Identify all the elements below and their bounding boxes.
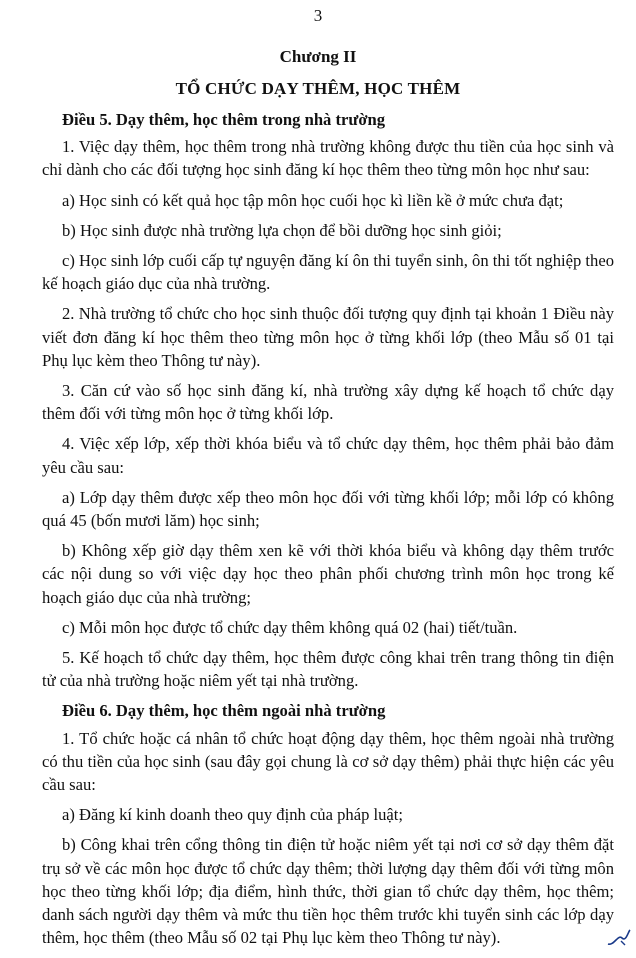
article-6 xyxy=(42,699,614,949)
article-5 xyxy=(42,108,614,692)
article-5-paragraph: 2. Nhà trường tổ chức cho học sinh thuộc đối tượng quy định tại khoản 1 Điều này viết đơn đăng kí học thêm theo từng môn học ở từng khối lớp (theo Mẫu số 01 tại Phụ lục kèm theo Thông tư này). xyxy=(42,304,614,370)
article-5-paragraph: b) Không xếp giờ dạy thêm xen kẽ với thời khóa biểu và không dạy thêm trước các nội dung so với việc dạy học theo phân phối chương trình môn học trong kế hoạch giáo dục của nhà trường; xyxy=(42,541,614,607)
document-body xyxy=(42,108,614,957)
article-5-paragraph: 3. Căn cứ vào số học sinh đăng kí, nhà trường xây dựng kế hoạch tổ chức dạy thêm đối với từng môn học ở từng khối lớp. xyxy=(42,381,614,424)
article-6-paragraph: b) Công khai trên cổng thông tin điện tử hoặc niêm yết tại nơi cơ sở dạy thêm đặt trụ sở về các môn học được tổ chức dạy thêm; thời lượng dạy thêm đối với từng môn học theo từng khối lớp; địa điểm, hình thức, thời gian tổ chức dạy thêm, học thêm; danh sách người dạy thêm và mức thu tiền học thêm trước khi tuyển sinh các lớp dạy thêm, học thêm (theo Mẫu số 02 tại Phụ lục kèm theo Thông tư này). xyxy=(42,835,614,948)
article-5-paragraph: c) Mỗi môn học được tổ chức dạy thêm không quá 02 (hai) tiết/tuần. xyxy=(62,617,518,637)
article-5-paragraph: 4. Việc xếp lớp, xếp thời khóa biểu và tổ chức dạy thêm, học thêm phải bảo đảm yêu cầu sau: xyxy=(42,434,614,477)
chapter-title: TỔ CHỨC DẠY THÊM, HỌC THÊM xyxy=(175,79,461,98)
article-5-paragraph: a) Lớp dạy thêm được xếp theo môn học đối với từng khối lớp; mỗi lớp có không quá 45 (bốn mươi lăm) học sinh; xyxy=(42,487,614,531)
chapter-label: Chương II xyxy=(279,47,357,66)
article-5-paragraph: a) Học sinh có kết quả học tập môn học cuối học kì liền kề ở mức chưa đạt; xyxy=(62,190,564,210)
article-5-heading: Điều 5. Dạy thêm, học thêm trong nhà trường xyxy=(62,110,386,129)
article-5-paragraph: c) Học sinh lớp cuối cấp tự nguyện đăng kí ôn thi tuyển sinh, ôn thi tốt nghiệp theo kế hoạch giáo dục của nhà trường. xyxy=(42,251,614,294)
article-5-paragraph: b) Học sinh được nhà trường lựa chọn để bồi dưỡng học sinh giỏi; xyxy=(62,220,502,240)
article-6-paragraph: 1. Tổ chức hoặc cá nhân tổ chức hoạt động dạy thêm, học thêm ngoài nhà trường có thu tiền của học sinh (sau đây gọi chung là cơ sở dạy thêm) phải thực hiện các yêu cầu sau: xyxy=(42,728,614,795)
article-6-heading: Điều 6. Dạy thêm, học thêm ngoài nhà trường xyxy=(62,701,386,721)
article-5-paragraph: 1. Việc dạy thêm, học thêm trong nhà trường không được thu tiền của học sinh và chỉ dành cho các đối tượng học sinh đăng kí học thêm theo từng môn học như sau: xyxy=(42,137,614,180)
article-6-paragraph: a) Đăng kí kinh doanh theo quy định của pháp luật; xyxy=(62,805,404,825)
page-number: 3 xyxy=(313,6,323,25)
pen-mark-icon xyxy=(606,928,632,948)
article-5-paragraph: 5. Kế hoạch tổ chức dạy thêm, học thêm được công khai trên trang thông tin điện tử của nhà trường hoặc niêm yết tại nhà trường. xyxy=(42,648,614,691)
